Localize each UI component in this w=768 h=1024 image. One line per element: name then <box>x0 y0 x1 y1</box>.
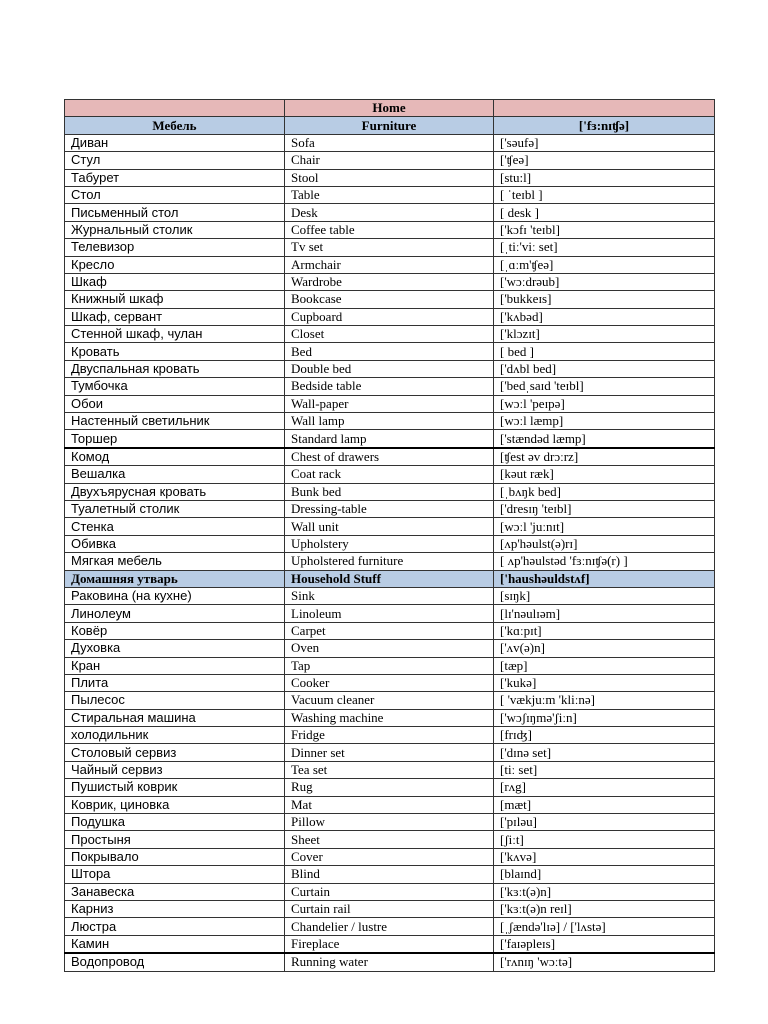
russian-word: Плита <box>65 674 285 691</box>
table-row <box>65 186 715 203</box>
russian-word: Журнальный столик <box>65 221 285 238</box>
russian-word: Стенной шкаф, чулан <box>65 326 285 343</box>
household-header-row <box>65 570 715 587</box>
vocabulary-table <box>64 99 715 972</box>
table-row <box>65 883 715 900</box>
english-word: Curtain <box>285 883 494 900</box>
transcription: ['wɔːdrəub] <box>494 273 715 290</box>
russian-word: Занавеска <box>65 883 285 900</box>
russian-word: Стенка <box>65 518 285 535</box>
transcription: ['rʌnɪŋ 'wɔːtə] <box>494 953 715 971</box>
russian-word: Линолеум <box>65 605 285 622</box>
english-word: Bedside table <box>285 378 494 395</box>
transcription: [ ʌp'həulstəd 'fɜːnɪʧə(r) ] <box>494 553 715 570</box>
transcription: ['wɔʃɪŋmə'ʃiːn] <box>494 709 715 726</box>
russian-word: Диван <box>65 134 285 151</box>
transcription: [ 'vækjuːm 'kliːnə] <box>494 692 715 709</box>
russian-word: Комод <box>65 448 285 466</box>
transcription: ['stændəd læmp] <box>494 430 715 448</box>
table-row <box>65 273 715 290</box>
header-transcription: ['fɜ:nɪʧə] <box>494 117 715 134</box>
title-row <box>65 100 715 117</box>
english-word: Armchair <box>285 256 494 273</box>
english-word: Cupboard <box>285 308 494 325</box>
table-row <box>65 622 715 639</box>
vocabulary-sheet <box>64 99 714 972</box>
table-row <box>65 553 715 570</box>
table-row <box>65 430 715 448</box>
english-word: Tv set <box>285 239 494 256</box>
transcription: ['dresɪŋ 'teɪbl] <box>494 500 715 517</box>
english-word: Dressing-table <box>285 500 494 517</box>
table-row <box>65 761 715 778</box>
transcription: [wɔːl 'peɪpə] <box>494 395 715 412</box>
table-row <box>65 448 715 466</box>
english-word: Chest of drawers <box>285 448 494 466</box>
russian-word: Подушка <box>65 814 285 831</box>
table-row <box>65 413 715 430</box>
english-word: Tea set <box>285 761 494 778</box>
transcription: ['bukkeɪs] <box>494 291 715 308</box>
russian-word: Обивка <box>65 535 285 552</box>
table-row <box>65 378 715 395</box>
table-row <box>65 935 715 953</box>
russian-word: Пылесос <box>65 692 285 709</box>
russian-word: Книжный шкаф <box>65 291 285 308</box>
transcription: ['kʌbəd] <box>494 308 715 325</box>
table-row <box>65 900 715 917</box>
transcription: ['bedˌsaɪd 'teɪbl] <box>494 378 715 395</box>
table-row <box>65 605 715 622</box>
table-row <box>65 134 715 151</box>
english-word: Bed <box>285 343 494 360</box>
english-word: Tap <box>285 657 494 674</box>
russian-word: Карниз <box>65 900 285 917</box>
table-row <box>65 152 715 169</box>
english-word: Oven <box>285 640 494 657</box>
russian-word: Тумбочка <box>65 378 285 395</box>
russian-word: Двухъярусная кровать <box>65 483 285 500</box>
transcription: ['dʌbl bed] <box>494 360 715 377</box>
english-word: Desk <box>285 204 494 221</box>
transcription: [ˌɑːm'ʧeə] <box>494 256 715 273</box>
transcription: ['faɪəpleɪs] <box>494 935 715 953</box>
transcription: [wɔːl 'juːnɪt] <box>494 518 715 535</box>
english-word: Closet <box>285 326 494 343</box>
transcription: [rʌg] <box>494 779 715 796</box>
english-word: Vacuum cleaner <box>285 692 494 709</box>
transcription: [ ˈteɪbl ] <box>494 186 715 203</box>
english-word: Running water <box>285 953 494 971</box>
russian-word: Штора <box>65 866 285 883</box>
transcription: ['kɑːpɪt] <box>494 622 715 639</box>
table-row <box>65 535 715 552</box>
transcription: [ bed ] <box>494 343 715 360</box>
table-row <box>65 587 715 604</box>
transcription: [sɪŋk] <box>494 587 715 604</box>
english-word: Fireplace <box>285 935 494 953</box>
russian-word: Стиральная машина <box>65 709 285 726</box>
table-row <box>65 779 715 796</box>
table-row <box>65 343 715 360</box>
table-row <box>65 692 715 709</box>
table-row <box>65 204 715 221</box>
russian-word: Кресло <box>65 256 285 273</box>
english-word: Cooker <box>285 674 494 691</box>
english-word: Wall unit <box>285 518 494 535</box>
english-word: Mat <box>285 796 494 813</box>
english-word: Double bed <box>285 360 494 377</box>
table-row <box>65 657 715 674</box>
english-word: Wardrobe <box>285 273 494 290</box>
english-word: Carpet <box>285 622 494 639</box>
transcription: ['ʌv(ə)n] <box>494 640 715 657</box>
russian-word: Обои <box>65 395 285 412</box>
english-word: Sofa <box>285 134 494 151</box>
transcription: ['ʧeə] <box>494 152 715 169</box>
russian-word: Телевизор <box>65 239 285 256</box>
transcription: [tæp] <box>494 657 715 674</box>
english-word: Standard lamp <box>285 430 494 448</box>
english-word: Table <box>285 186 494 203</box>
russian-word: Шкаф <box>65 273 285 290</box>
english-word: Wall lamp <box>285 413 494 430</box>
table-row <box>65 744 715 761</box>
english-word: Cover <box>285 848 494 865</box>
russian-word: Письменный стол <box>65 204 285 221</box>
household-header-english: Household Stuff <box>285 570 494 587</box>
transcription: ['pɪləu] <box>494 814 715 831</box>
table-row <box>65 831 715 848</box>
header-english: Furniture <box>285 117 494 134</box>
transcription: [blaɪnd] <box>494 866 715 883</box>
transcription: ['dɪnə set] <box>494 744 715 761</box>
transcription: ['kʌvə] <box>494 848 715 865</box>
table-row <box>65 848 715 865</box>
russian-word: Торшер <box>65 430 285 448</box>
transcription: [ˌʃændə'lɪə] / ['lʌstə] <box>494 918 715 935</box>
table-row <box>65 221 715 238</box>
russian-word: Чайный сервиз <box>65 761 285 778</box>
transcription: [lɪ'nəulɪəm] <box>494 605 715 622</box>
transcription: [ʃiːt] <box>494 831 715 848</box>
table-row <box>65 953 715 971</box>
english-word: Curtain rail <box>285 900 494 917</box>
russian-word: Стол <box>65 186 285 203</box>
russian-word: Кровать <box>65 343 285 360</box>
table-title: Home <box>285 100 494 117</box>
english-word: Chandelier / lustre <box>285 918 494 935</box>
english-word: Chair <box>285 152 494 169</box>
table-row <box>65 674 715 691</box>
table-row <box>65 866 715 883</box>
russian-word: Настенный светильник <box>65 413 285 430</box>
table-row <box>65 709 715 726</box>
russian-word: Двуспальная кровать <box>65 360 285 377</box>
english-word: Wall-paper <box>285 395 494 412</box>
title-cell-blank-left <box>65 100 285 117</box>
table-row <box>65 518 715 535</box>
russian-word: Ковёр <box>65 622 285 639</box>
transcription: ['kukə] <box>494 674 715 691</box>
table-row <box>65 239 715 256</box>
transcription: ['kɜːt(ə)n reɪl] <box>494 900 715 917</box>
table-row <box>65 796 715 813</box>
english-word: Coat rack <box>285 466 494 483</box>
english-word: Fridge <box>285 727 494 744</box>
russian-word: Простыня <box>65 831 285 848</box>
english-word: Bunk bed <box>285 483 494 500</box>
table-row <box>65 360 715 377</box>
russian-word: Туалетный столик <box>65 500 285 517</box>
header-russian: Мебель <box>65 117 285 134</box>
table-row <box>65 918 715 935</box>
table-row <box>65 727 715 744</box>
russian-word: Стул <box>65 152 285 169</box>
english-word: Upholstery <box>285 535 494 552</box>
table-row <box>65 256 715 273</box>
english-word: Sheet <box>285 831 494 848</box>
english-word: Upholstered furniture <box>285 553 494 570</box>
transcription: ['kɔfɪ 'teɪbl] <box>494 221 715 238</box>
russian-word: Вешалка <box>65 466 285 483</box>
english-word: Sink <box>285 587 494 604</box>
title-cell-blank-right <box>494 100 715 117</box>
table-row <box>65 483 715 500</box>
english-word: Blind <box>285 866 494 883</box>
table-row <box>65 291 715 308</box>
russian-word: Кран <box>65 657 285 674</box>
russian-word: Раковина (на кухне) <box>65 587 285 604</box>
transcription: [frɪʤ] <box>494 727 715 744</box>
russian-word: Мягкая мебель <box>65 553 285 570</box>
russian-word: Коврик, циновка <box>65 796 285 813</box>
english-word: Washing machine <box>285 709 494 726</box>
russian-word: Шкаф, сервант <box>65 308 285 325</box>
table-row <box>65 640 715 657</box>
transcription: [kəut ræk] <box>494 466 715 483</box>
household-header-russian: Домашняя утварь <box>65 570 285 587</box>
english-word: Stool <box>285 169 494 186</box>
transcription: [ʌp'həulst(ə)rɪ] <box>494 535 715 552</box>
transcription: [wɔːl læmp] <box>494 413 715 430</box>
transcription: [stu:l] <box>494 169 715 186</box>
russian-word: Камин <box>65 935 285 953</box>
russian-word: Пушистый коврик <box>65 779 285 796</box>
furniture-header-row <box>65 117 715 134</box>
table-row <box>65 814 715 831</box>
russian-word: Люстра <box>65 918 285 935</box>
russian-word: Покрывало <box>65 848 285 865</box>
transcription: [ desk ] <box>494 204 715 221</box>
english-word: Pillow <box>285 814 494 831</box>
english-word: Bookcase <box>285 291 494 308</box>
transcription: [ˌbʌŋk bed] <box>494 483 715 500</box>
table-row <box>65 169 715 186</box>
transcription: [mæt] <box>494 796 715 813</box>
transcription: ['səufə] <box>494 134 715 151</box>
russian-word: Табурет <box>65 169 285 186</box>
russian-word: холодильник <box>65 727 285 744</box>
russian-word: Столовый сервиз <box>65 744 285 761</box>
russian-word: Водопровод <box>65 953 285 971</box>
table-row <box>65 500 715 517</box>
english-word: Rug <box>285 779 494 796</box>
transcription: [ˌtiː'viː set] <box>494 239 715 256</box>
english-word: Dinner set <box>285 744 494 761</box>
household-header-transcription: ['haushəuldstʌf] <box>494 570 715 587</box>
russian-word: Духовка <box>65 640 285 657</box>
vocabulary-table-body <box>65 100 715 972</box>
transcription: ['kɜːt(ə)n] <box>494 883 715 900</box>
transcription: [ʧest əv drɔːrz] <box>494 448 715 466</box>
transcription: [tiː set] <box>494 761 715 778</box>
table-row <box>65 326 715 343</box>
transcription: ['klɔzɪt] <box>494 326 715 343</box>
table-row <box>65 395 715 412</box>
english-word: Linoleum <box>285 605 494 622</box>
english-word: Coffee table <box>285 221 494 238</box>
table-row <box>65 466 715 483</box>
table-row <box>65 308 715 325</box>
